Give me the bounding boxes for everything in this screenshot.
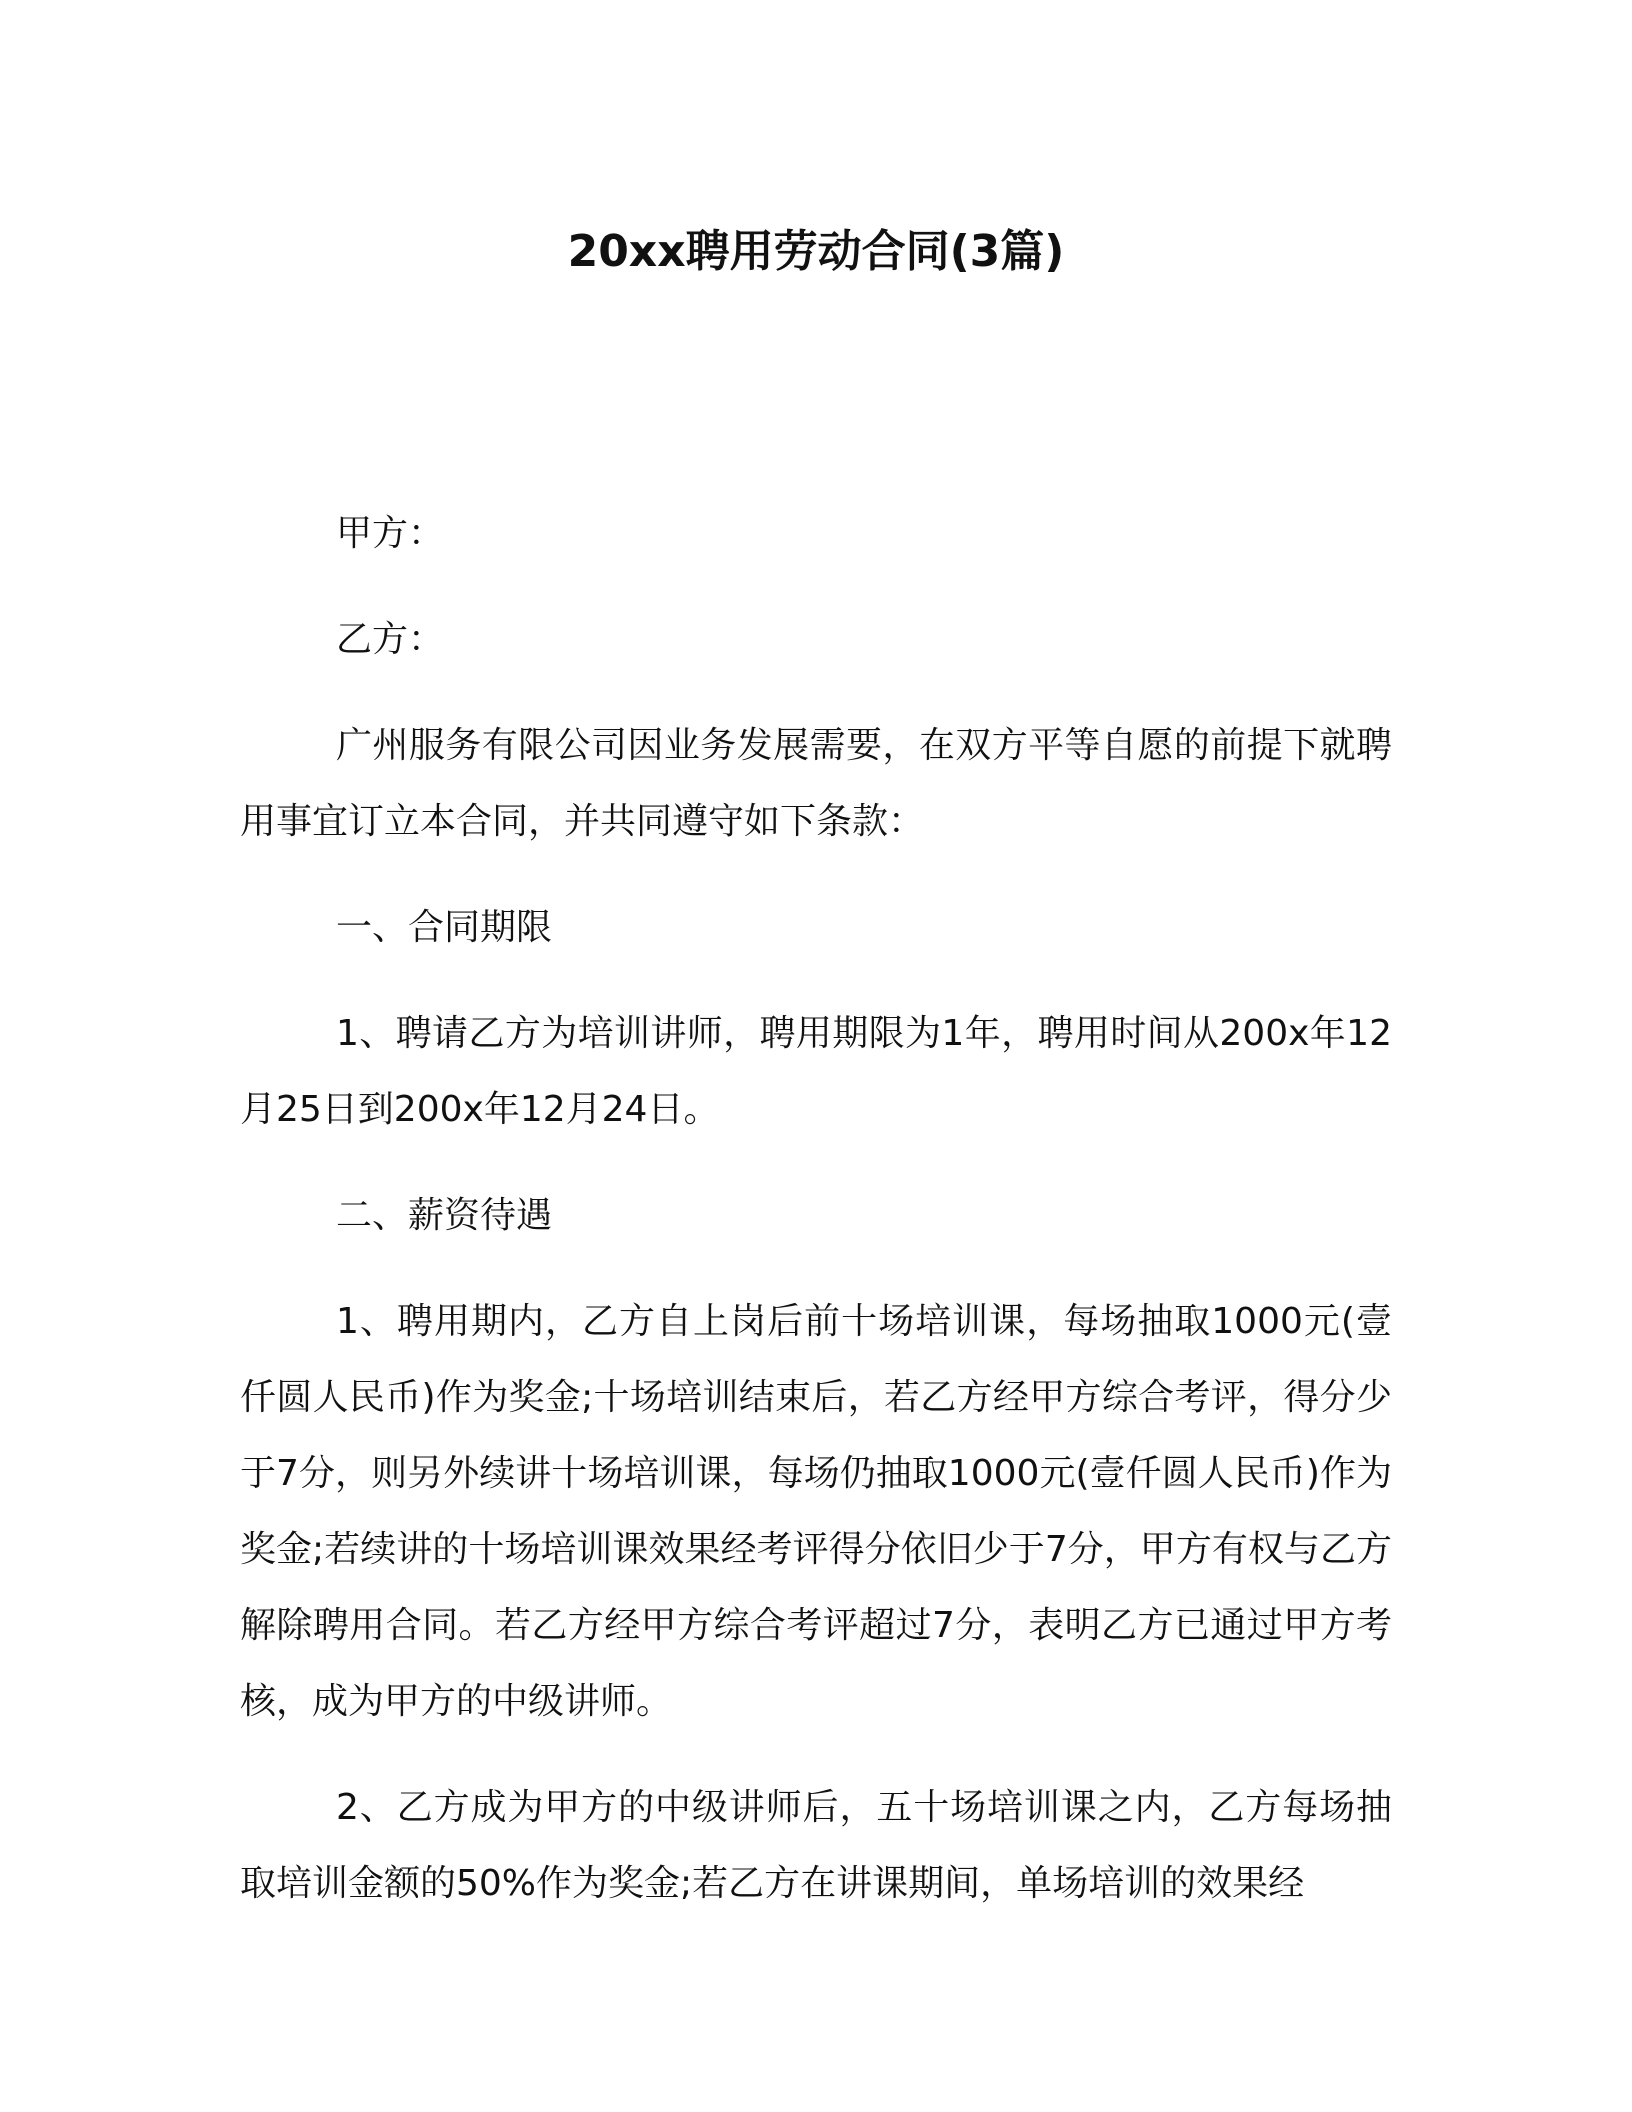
- section-heading-contract-term: 一、合同期限: [336, 907, 553, 948]
- document-body: [240, 496, 1392, 1952]
- document-title: 20xx聘用劳动合同(3篇): [567, 226, 1065, 277]
- clause-salary-2: 2、乙方成为甲方的中级讲师后，五十场培训课之内，乙方每场抽取培训金额的50%作为奖金;若乙方在讲课期间，单场培训的效果经: [240, 1787, 1392, 1904]
- section-heading-salary: 二、薪资待遇: [336, 1195, 553, 1236]
- intro-paragraph: 广州服务有限公司因业务发展需要，在双方平等自愿的前提下就聘用事宜订立本合同，并共同遵守如下条款：: [240, 725, 1392, 842]
- clause-salary-1: 1、聘用期内，乙方自上岗后前十场培训课，每场抽取1000元(壹仟圆人民币)作为奖金;十场培训结束后，若乙方经甲方综合考评，得分少于7分，则另外续讲十场培训课，每场仍抽取1000元(壹仟圆人民币)作为奖金;若续讲的十场培训课效果经考评得分依旧少于7分，甲方有权与乙方解除聘用合同。若乙方经甲方综合考评超过7分，表明乙方已通过甲方考核，成为甲方的中级讲师。: [240, 1301, 1392, 1722]
- party-b-line: 乙方：: [336, 619, 445, 660]
- party-a-line: 甲方：: [336, 513, 445, 554]
- clause-term-1: 1、聘请乙方为培训讲师，聘用期限为1年，聘用时间从200x年12月25日到200x年12月24日。: [240, 1013, 1392, 1130]
